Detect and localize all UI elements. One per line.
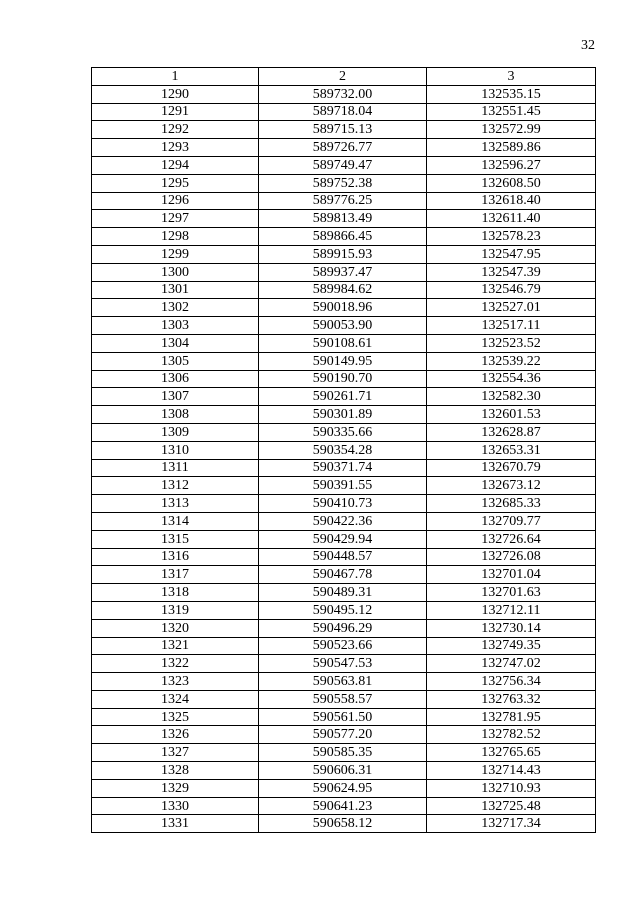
table-cell-col-1: 1293 xyxy=(92,139,259,157)
table-cell-col-2: 590585.35 xyxy=(259,744,427,762)
table-cell-col-3: 132551.45 xyxy=(427,103,596,121)
table-row xyxy=(92,548,596,566)
table-cell-col-2: 589937.47 xyxy=(259,263,427,281)
table-cell-col-1: 1310 xyxy=(92,441,259,459)
table-cell-col-1: 1315 xyxy=(92,530,259,548)
table-cell-col-2: 589776.25 xyxy=(259,192,427,210)
table-cell-col-3: 132527.01 xyxy=(427,299,596,317)
table-cell-col-3: 132523.52 xyxy=(427,334,596,352)
table-cell-col-2: 590523.66 xyxy=(259,637,427,655)
table-cell-col-3: 132765.65 xyxy=(427,744,596,762)
table-cell-col-1: 1291 xyxy=(92,103,259,121)
table-cell-col-2: 590558.57 xyxy=(259,690,427,708)
table-row xyxy=(92,566,596,584)
table-cell-col-3: 132726.08 xyxy=(427,548,596,566)
table-body xyxy=(92,85,596,832)
table-cell-col-3: 132747.02 xyxy=(427,655,596,673)
table-cell-col-1: 1301 xyxy=(92,281,259,299)
table-cell-col-1: 1303 xyxy=(92,317,259,335)
table-cell-col-3: 132701.63 xyxy=(427,584,596,602)
table-row xyxy=(92,459,596,477)
table-cell-col-1: 1323 xyxy=(92,673,259,691)
table-cell-col-1: 1307 xyxy=(92,388,259,406)
table-cell-col-1: 1328 xyxy=(92,762,259,780)
table-cell-col-3: 132756.34 xyxy=(427,673,596,691)
table-row xyxy=(92,139,596,157)
table-cell-col-3: 132763.32 xyxy=(427,690,596,708)
table-cell-col-2: 589915.93 xyxy=(259,245,427,263)
table-cell-col-2: 589749.47 xyxy=(259,156,427,174)
table-row xyxy=(92,192,596,210)
table-row xyxy=(92,281,596,299)
table-row xyxy=(92,423,596,441)
table-header xyxy=(92,68,596,86)
table-cell-col-3: 132717.34 xyxy=(427,815,596,833)
table-cell-col-2: 590658.12 xyxy=(259,815,427,833)
table-cell-col-3: 132539.22 xyxy=(427,352,596,370)
header-row xyxy=(92,68,596,86)
table-cell-col-1: 1298 xyxy=(92,228,259,246)
table-row xyxy=(92,762,596,780)
table-cell-col-1: 1317 xyxy=(92,566,259,584)
table-cell-col-2: 590422.36 xyxy=(259,512,427,530)
table-cell-col-3: 132749.35 xyxy=(427,637,596,655)
table-cell-col-1: 1324 xyxy=(92,690,259,708)
table-row xyxy=(92,512,596,530)
table-row xyxy=(92,726,596,744)
table-cell-col-2: 590624.95 xyxy=(259,779,427,797)
table-row xyxy=(92,370,596,388)
table-cell-col-2: 590053.90 xyxy=(259,317,427,335)
table-cell-col-1: 1329 xyxy=(92,779,259,797)
table-cell-col-3: 132589.86 xyxy=(427,139,596,157)
table-cell-col-3: 132554.36 xyxy=(427,370,596,388)
table-cell-col-1: 1296 xyxy=(92,192,259,210)
table-row xyxy=(92,334,596,352)
table-cell-col-3: 132601.53 xyxy=(427,406,596,424)
table-cell-col-2: 589813.49 xyxy=(259,210,427,228)
table-cell-col-1: 1314 xyxy=(92,512,259,530)
table-cell-col-1: 1294 xyxy=(92,156,259,174)
table-cell-col-1: 1304 xyxy=(92,334,259,352)
table-row xyxy=(92,655,596,673)
table-row xyxy=(92,156,596,174)
page-number: 32 xyxy=(581,38,595,53)
table-row xyxy=(92,245,596,263)
table-cell-col-2: 590495.12 xyxy=(259,601,427,619)
table-cell-col-1: 1330 xyxy=(92,797,259,815)
column-header-3: 3 xyxy=(427,68,596,86)
table-cell-col-1: 1313 xyxy=(92,495,259,513)
table-cell-col-3: 132578.23 xyxy=(427,228,596,246)
table-row xyxy=(92,299,596,317)
table-cell-col-2: 590467.78 xyxy=(259,566,427,584)
table-row xyxy=(92,637,596,655)
table-cell-col-2: 589715.13 xyxy=(259,121,427,139)
table-cell-col-3: 132517.11 xyxy=(427,317,596,335)
table-row xyxy=(92,263,596,281)
table-row xyxy=(92,619,596,637)
table-cell-col-3: 132628.87 xyxy=(427,423,596,441)
table-cell-col-3: 132572.99 xyxy=(427,121,596,139)
table-cell-col-3: 132670.79 xyxy=(427,459,596,477)
table-row xyxy=(92,406,596,424)
table-row xyxy=(92,441,596,459)
table-cell-col-3: 132725.48 xyxy=(427,797,596,815)
table-cell-col-1: 1309 xyxy=(92,423,259,441)
table-cell-col-2: 590489.31 xyxy=(259,584,427,602)
table-row xyxy=(92,779,596,797)
table-cell-col-2: 590335.66 xyxy=(259,423,427,441)
table-cell-col-3: 132701.04 xyxy=(427,566,596,584)
table-cell-col-1: 1292 xyxy=(92,121,259,139)
table-cell-col-3: 132714.43 xyxy=(427,762,596,780)
table-row xyxy=(92,352,596,370)
table-cell-col-2: 590410.73 xyxy=(259,495,427,513)
table-cell-col-2: 589752.38 xyxy=(259,174,427,192)
table-cell-col-2: 590563.81 xyxy=(259,673,427,691)
table-row xyxy=(92,797,596,815)
table-row xyxy=(92,690,596,708)
table-cell-col-1: 1316 xyxy=(92,548,259,566)
table-row xyxy=(92,388,596,406)
table-cell-col-3: 132709.77 xyxy=(427,512,596,530)
table-cell-col-2: 590547.53 xyxy=(259,655,427,673)
coordinates-table xyxy=(91,67,596,833)
table-cell-col-1: 1325 xyxy=(92,708,259,726)
table-cell-col-2: 590606.31 xyxy=(259,762,427,780)
table-cell-col-3: 132710.93 xyxy=(427,779,596,797)
table-cell-col-1: 1319 xyxy=(92,601,259,619)
table-cell-col-3: 132547.95 xyxy=(427,245,596,263)
table-cell-col-1: 1297 xyxy=(92,210,259,228)
table-cell-col-1: 1312 xyxy=(92,477,259,495)
table-cell-col-2: 589726.77 xyxy=(259,139,427,157)
table-cell-col-2: 590496.29 xyxy=(259,619,427,637)
table-cell-col-3: 132673.12 xyxy=(427,477,596,495)
table-cell-col-3: 132685.33 xyxy=(427,495,596,513)
table-cell-col-1: 1320 xyxy=(92,619,259,637)
table-row xyxy=(92,317,596,335)
table-cell-col-1: 1308 xyxy=(92,406,259,424)
table-cell-col-3: 132781.95 xyxy=(427,708,596,726)
table-cell-col-2: 590371.74 xyxy=(259,459,427,477)
table-row xyxy=(92,601,596,619)
table-row xyxy=(92,815,596,833)
table-cell-col-1: 1311 xyxy=(92,459,259,477)
table-cell-col-1: 1295 xyxy=(92,174,259,192)
table-cell-col-2: 590354.28 xyxy=(259,441,427,459)
table-cell-col-2: 590391.55 xyxy=(259,477,427,495)
table-row xyxy=(92,174,596,192)
table-row xyxy=(92,103,596,121)
table-cell-col-3: 132608.50 xyxy=(427,174,596,192)
table-cell-col-3: 132726.64 xyxy=(427,530,596,548)
table-row xyxy=(92,530,596,548)
table-row xyxy=(92,85,596,103)
table-cell-col-1: 1321 xyxy=(92,637,259,655)
table-cell-col-1: 1305 xyxy=(92,352,259,370)
table-cell-col-2: 590561.50 xyxy=(259,708,427,726)
table-cell-col-2: 590641.23 xyxy=(259,797,427,815)
table-cell-col-2: 590429.94 xyxy=(259,530,427,548)
table-row xyxy=(92,744,596,762)
table-row xyxy=(92,673,596,691)
table-cell-col-3: 132730.14 xyxy=(427,619,596,637)
table-row xyxy=(92,584,596,602)
table-cell-col-1: 1306 xyxy=(92,370,259,388)
table-row xyxy=(92,228,596,246)
column-header-1: 1 xyxy=(92,68,259,86)
table-cell-col-2: 589718.04 xyxy=(259,103,427,121)
table-cell-col-1: 1322 xyxy=(92,655,259,673)
table-cell-col-3: 132547.39 xyxy=(427,263,596,281)
table-cell-col-2: 590261.71 xyxy=(259,388,427,406)
table-cell-col-1: 1326 xyxy=(92,726,259,744)
table-cell-col-1: 1302 xyxy=(92,299,259,317)
table-cell-col-3: 132712.11 xyxy=(427,601,596,619)
table-row xyxy=(92,477,596,495)
table-cell-col-3: 132546.79 xyxy=(427,281,596,299)
table-cell-col-2: 589732.00 xyxy=(259,85,427,103)
table-row xyxy=(92,708,596,726)
table-cell-col-3: 132535.15 xyxy=(427,85,596,103)
column-header-2: 2 xyxy=(259,68,427,86)
table-cell-col-1: 1290 xyxy=(92,85,259,103)
table-cell-col-1: 1300 xyxy=(92,263,259,281)
table-cell-col-2: 590108.61 xyxy=(259,334,427,352)
table-cell-col-3: 132582.30 xyxy=(427,388,596,406)
table-cell-col-2: 589984.62 xyxy=(259,281,427,299)
table-cell-col-3: 132653.31 xyxy=(427,441,596,459)
table-cell-col-3: 132611.40 xyxy=(427,210,596,228)
table-cell-col-3: 132596.27 xyxy=(427,156,596,174)
table-cell-col-3: 132782.52 xyxy=(427,726,596,744)
table-cell-col-2: 590190.70 xyxy=(259,370,427,388)
table-cell-col-1: 1318 xyxy=(92,584,259,602)
table-cell-col-1: 1327 xyxy=(92,744,259,762)
table-cell-col-2: 590301.89 xyxy=(259,406,427,424)
table-cell-col-2: 589866.45 xyxy=(259,228,427,246)
table-cell-col-2: 590149.95 xyxy=(259,352,427,370)
table-cell-col-1: 1331 xyxy=(92,815,259,833)
table-row xyxy=(92,121,596,139)
table-cell-col-2: 590577.20 xyxy=(259,726,427,744)
table-cell-col-3: 132618.40 xyxy=(427,192,596,210)
table-cell-col-2: 590018.96 xyxy=(259,299,427,317)
table-row xyxy=(92,495,596,513)
table-cell-col-2: 590448.57 xyxy=(259,548,427,566)
table-cell-col-1: 1299 xyxy=(92,245,259,263)
table-row xyxy=(92,210,596,228)
